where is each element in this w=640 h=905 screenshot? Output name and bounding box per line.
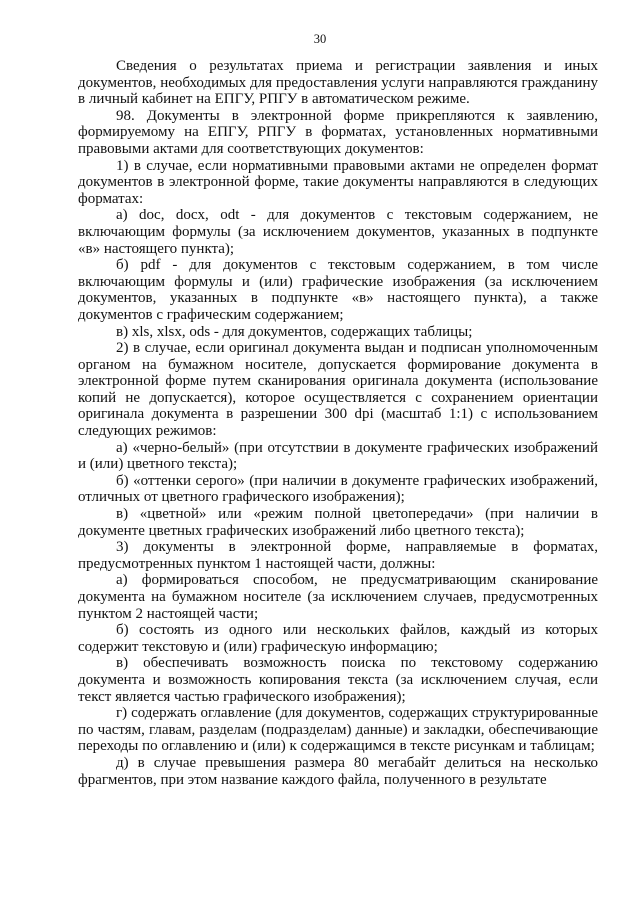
paragraph-3a: а) формироваться способом, не предусматривающим сканирование документа на бумажном носителе (за исключением случаев, предусмотренных пунктом 2 настоящей части; [78, 572, 598, 622]
paragraph-2v: в) «цветной» или «режим полной цветопередачи» (при наличии в документе цветных графических изображений либо цветного текста); [78, 506, 598, 539]
page-number: 30 [313, 32, 327, 46]
paragraph-3d: д) в случае превышения размера 80 мегабайт делиться на несколько фрагментов, при этом название каждого файла, полученного в результате [78, 754, 598, 788]
paragraph-1v: в) xls, xlsx, ods - для документов, содержащих таблицы; [116, 323, 473, 340]
body-text [78, 58, 598, 788]
paragraph-3v: в) обеспечивать возможность поиска по текстовому содержанию документа и возможность копирования текста (за исключением случая, если текст является частью графического изображения); [78, 655, 598, 705]
paragraph-1a: а) doc, docx, odt - для документов с текстовым содержанием, не включающим формулы (за исключением документов, указанных в подпункте «в» настоящего пункта); [78, 207, 598, 257]
paragraph-2: 2) в случае, если оригинал документа выдан и подписан уполномоченным органом на бумажном носителе, допускается формирование документа в электронной форме путем сканирования оригинала документа (использование копий не допускается), которое осуществляется с сохранением ориентации оригинала документа в разрешении 300 dpi (масштаб 1:1) с использованием следующих режимов: [78, 340, 598, 440]
paragraph-3b: б) состоять из одного или нескольких файлов, каждый из которых содержит текстовую и (или) графическую информацию; [78, 622, 598, 655]
paragraph-98: 98. Документы в электронной форме прикрепляются к заявлению, формируемому на ЕПГУ, РПГУ в форматах, установленных нормативными правовыми актами для соответствующих документов: [78, 107, 598, 157]
paragraph-2a: а) «черно-белый» (при отсутствии в документе графических изображений и (или) цветного текста); [78, 439, 598, 473]
paragraph-1b: б) pdf - для документов с текстовым содержанием, в том числе включающим формулы и (или) графические изображения (за исключением документов, указанных в подпункте «в» настоящего пункта), а также документов с графическим содержанием; [78, 257, 598, 323]
paragraph-1: 1) в случае, если нормативными правовыми актами не определен формат документов в электронной форме, такие документы направляются в следующих форматах: [78, 157, 598, 207]
paragraph-3: 3) документы в электронной форме, направляемые в форматах, предусмотренных пунктом 1 настоящей части, должны: [78, 539, 598, 572]
paragraph-2b: б) «оттенки серого» (при наличии в документе графических изображений, отличных от цветного графического изображения); [78, 472, 598, 506]
paragraph-3g: г) содержать оглавление (для документов, содержащих структурированные по частям, главам, разделам (подразделам) данные) и закладки, обеспечивающие переходы по оглавлению и (или) к содержащимся в тексте рисункам и таблицам; [78, 705, 598, 755]
paragraph-results-info: Сведения о результатах приема и регистрации заявления и иных документов, необходимых для предоставления услуги направляются гражданину в личный кабинет на ЕПГУ, РПГУ в автоматическом режиме. [78, 58, 598, 108]
